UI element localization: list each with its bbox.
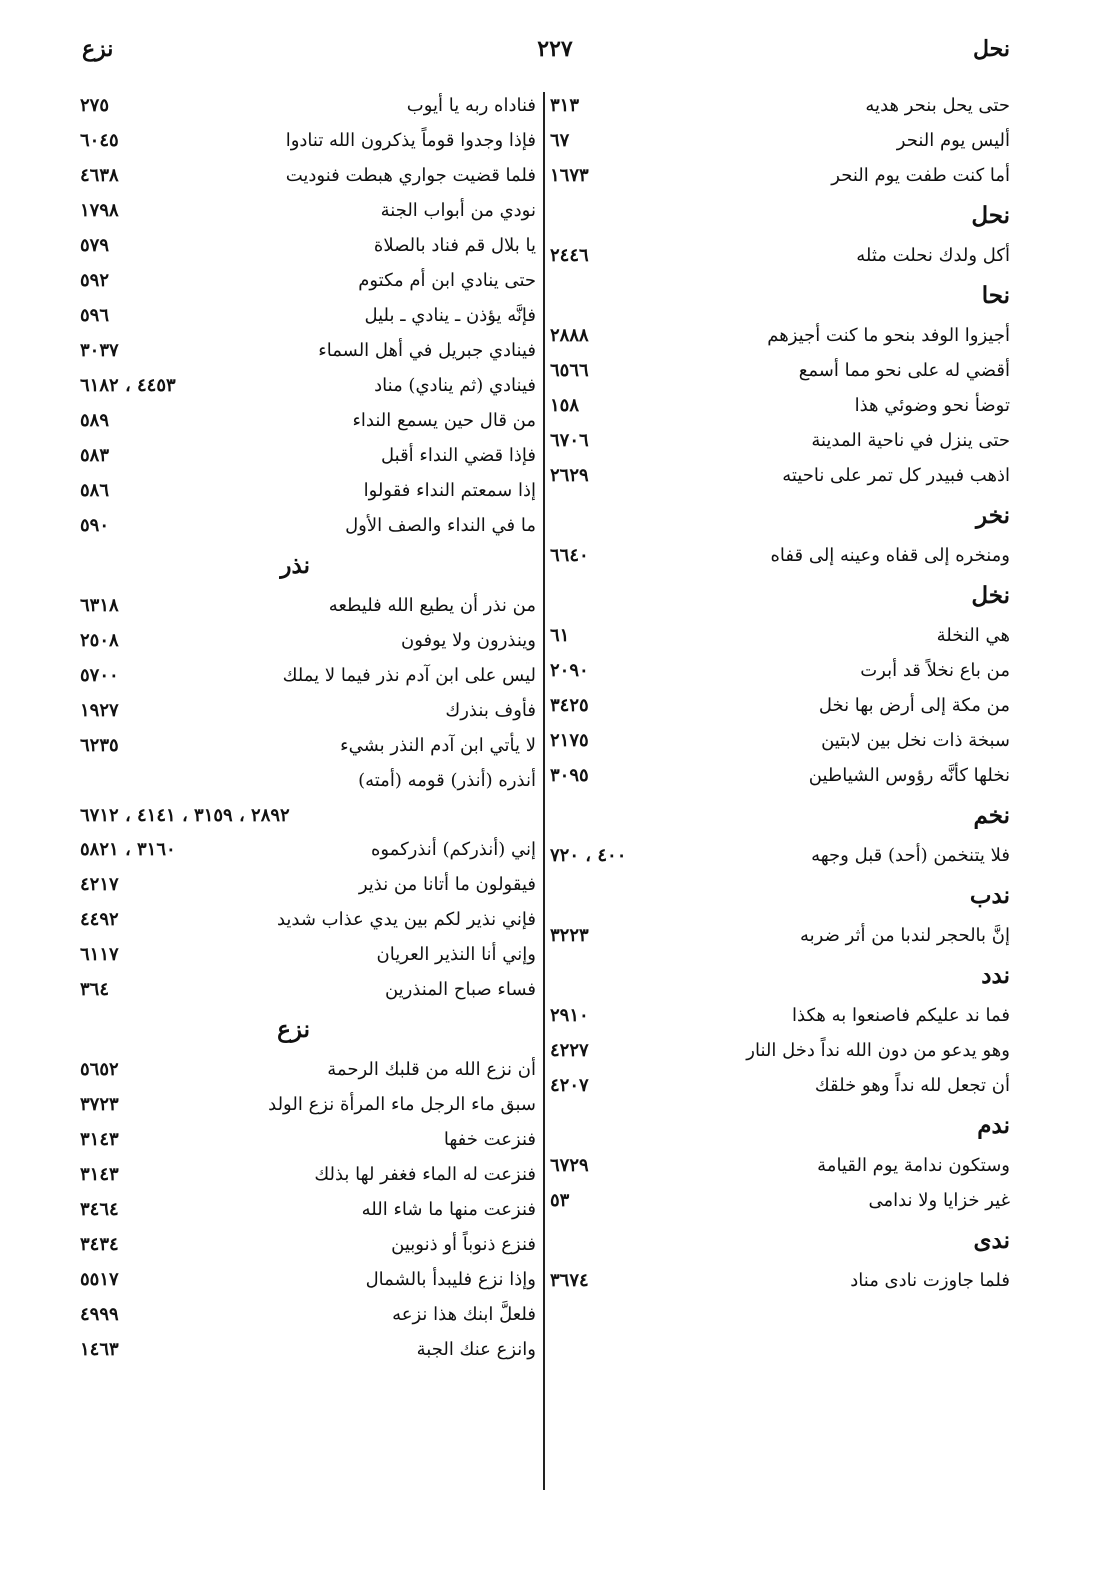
entry-text: فينادي جبريل في أهل السماء	[318, 340, 536, 361]
index-entry	[80, 263, 536, 298]
entry-text: وإذا نزع فليبدأ بالشمال	[365, 1269, 536, 1290]
entry-text: فأوف بنذرك	[445, 700, 536, 721]
hadith-reference: ٦٢٣٥	[80, 735, 119, 756]
hadith-reference: ٣٦٧٤	[550, 1270, 589, 1291]
index-entry	[550, 1183, 1010, 1218]
entry-text: وهو يدعو من دون الله نداً دخل النار	[746, 1040, 1010, 1061]
heading-word: نحا	[981, 282, 1010, 309]
left-column	[80, 88, 536, 1367]
index-entry	[80, 403, 536, 438]
entry-text: فلما جاوزت نادى مناد	[850, 1270, 1010, 1291]
hadith-reference: ٢٨٩٢ ، ٣١٥٩ ، ٤١٤١ ، ٦٧١٢	[80, 805, 290, 826]
entry-text: نودي من أبواب الجنة	[380, 200, 536, 221]
section-heading	[550, 493, 1010, 538]
entry-text: هي النخلة	[936, 625, 1010, 646]
entry-text: ما في النداء والصف الأول	[345, 515, 536, 536]
hadith-reference: ٣١٣	[550, 95, 580, 116]
index-entry	[80, 158, 536, 193]
entry-text: فنزعت منها ما شاء الله	[361, 1199, 536, 1220]
hadith-reference: ٥٧٠٠	[80, 665, 119, 686]
index-entry	[80, 867, 536, 902]
right-column	[550, 88, 1010, 1298]
index-entry	[80, 972, 536, 1007]
hadith-reference: ٢٥٠٨	[80, 630, 119, 651]
entry-text: نخلها كأنَّه رؤوس الشياطين	[808, 765, 1010, 786]
index-entry	[80, 228, 536, 263]
hadith-reference: ٤٤٥٣ ، ٦١٨٢	[80, 375, 176, 396]
entry-text: ومنخره إلى قفاه وعينه إلى قفاه	[770, 545, 1010, 566]
entry-text: أن نزع الله من قلبك الرحمة	[327, 1059, 536, 1080]
page-number: ٢٢٧	[537, 36, 573, 62]
entry-text: أكل ولدك نحلت مثله	[856, 245, 1010, 266]
entry-text: من نذر أن يطيع الله فليطعه	[328, 595, 536, 616]
section-heading	[550, 573, 1010, 618]
entry-text: وانزع عنك الجبة	[416, 1339, 536, 1360]
hadith-reference: ٢٩١٠	[550, 1005, 589, 1026]
index-entry	[550, 158, 1010, 193]
entry-text: فنزع ذنوباً أو ذنوبين	[391, 1234, 536, 1255]
hadith-reference: ٦٥٦٦	[550, 360, 589, 381]
hadith-reference: ٦٧٠٦	[550, 430, 589, 451]
hadith-reference: ٥٨٣	[80, 445, 110, 466]
index-entry	[550, 1148, 1010, 1183]
index-entry	[550, 388, 1010, 423]
entry-text: إني (أنذركم) أنذركموه	[370, 839, 536, 860]
entry-text: إنَّ بالحجر لندبا من أثر ضربه	[800, 925, 1010, 946]
index-entry	[550, 353, 1010, 388]
index-entry	[80, 123, 536, 158]
hadith-reference: ٦٦٤٠	[550, 545, 589, 566]
column-divider	[543, 92, 545, 1490]
entry-text: فإذا وجدوا قوماً يذكرون الله تنادوا	[285, 130, 536, 151]
entry-text: من باع نخلاً قد أبرت	[860, 660, 1010, 681]
entry-text: وستكون ندامة يوم القيامة	[817, 1155, 1010, 1176]
entry-text: فينادي (ثم ينادي) مناد	[374, 375, 536, 396]
entry-text: أقضي له على نحو مما أسمع	[798, 360, 1010, 381]
heading-word: نذر	[280, 552, 310, 579]
running-head-left: نزع	[82, 36, 114, 62]
index-entry	[80, 1262, 536, 1297]
index-entry	[550, 1033, 1010, 1068]
entry-text: فلما قضيت جواري هبطت فنوديت	[285, 165, 536, 186]
hadith-reference: ٢٧٥	[80, 95, 110, 116]
hadith-reference: ٦١	[550, 625, 570, 646]
hadith-reference: ٣١٦٠ ، ٥٨٢١	[80, 839, 176, 860]
hadith-reference: ٥٣	[550, 1190, 570, 1211]
hadith-reference: ١٦٧٣	[550, 165, 589, 186]
hadith-reference: ٣٢٢٣	[550, 925, 589, 946]
heading-word: نزع	[277, 1016, 310, 1043]
hadith-reference: ٣٧٢٣	[80, 1094, 119, 1115]
heading-word: نحل	[971, 202, 1010, 229]
hadith-reference: ٤٢٢٧	[550, 1040, 589, 1061]
hadith-reference: ٥٨٩	[80, 410, 110, 431]
heading-word: نخم	[973, 802, 1010, 829]
heading-word: ندب	[969, 882, 1010, 909]
entry-text: فنزعت خفها	[443, 1129, 536, 1150]
entry-text: فيقولون ما أتانا من نذير	[358, 874, 536, 895]
hadith-reference: ٢٦٢٩	[550, 465, 589, 486]
index-entry	[550, 653, 1010, 688]
section-heading	[550, 193, 1010, 238]
index-entry	[80, 1087, 536, 1122]
index-entry	[550, 838, 1010, 873]
hadith-reference: ٦٧٢٩	[550, 1155, 589, 1176]
entry-text: وإني أنا النذير العريان	[376, 944, 536, 965]
section-heading	[550, 953, 1010, 998]
index-entry	[80, 368, 536, 403]
entry-text: يا بلال قم فناد بالصلاة	[373, 235, 536, 256]
hadith-reference: ٣٠٩٥	[550, 765, 589, 786]
entry-text: غير خزايا ولا ندامى	[868, 1190, 1010, 1211]
entry-text: أجيزوا الوفد بنحو ما كنت أجيزهم	[767, 325, 1010, 346]
hadith-reference: ٢١٧٥	[550, 730, 589, 751]
index-entry	[80, 658, 536, 693]
index-entry	[550, 538, 1010, 573]
entry-text: فساء صباح المنذرين	[384, 979, 536, 1000]
hadith-reference: ٦٧	[550, 130, 570, 151]
index-entry	[80, 623, 536, 658]
index-entry	[80, 832, 536, 867]
hadith-reference: ٣٤٣٤	[80, 1234, 119, 1255]
index-entry	[80, 798, 536, 832]
entry-text: من قال حين يسمع النداء	[352, 410, 536, 431]
hadith-reference: ٤٩٩٩	[80, 1304, 119, 1325]
entry-text: حتى ينزل في ناحية المدينة	[811, 430, 1010, 451]
hadith-reference: ٣٠٣٧	[80, 340, 119, 361]
running-head-right: نحل	[973, 36, 1010, 62]
hadith-reference: ٢٨٨٨	[550, 325, 589, 346]
index-entry	[550, 1068, 1010, 1103]
heading-word: ندى	[973, 1227, 1010, 1254]
index-entry	[80, 1192, 536, 1227]
index-entry	[80, 728, 536, 763]
index-entry	[80, 1297, 536, 1332]
hadith-reference: ١٩٢٧	[80, 700, 119, 721]
section-heading	[550, 1103, 1010, 1148]
section-heading	[550, 273, 1010, 318]
index-entry	[80, 88, 536, 123]
hadith-reference: ٥٧٩	[80, 235, 110, 256]
hadith-reference: ٥٨٦	[80, 480, 110, 501]
heading-word: ندد	[981, 962, 1010, 989]
index-entry	[550, 423, 1010, 458]
hadith-reference: ٤٤٩٢	[80, 909, 119, 930]
index-entry	[80, 937, 536, 972]
hadith-reference: ٤٢١٧	[80, 874, 119, 895]
index-entry	[80, 1122, 536, 1157]
index-entry	[550, 123, 1010, 158]
index-entry	[80, 763, 536, 798]
index-entry	[80, 1052, 536, 1087]
entry-text: أنذره (أنذر) قومه (أمته)	[358, 770, 536, 791]
entry-text: حتى ينادي ابن أم مكتوم	[358, 270, 536, 291]
hadith-reference: ٤٠٠ ، ٧٢٠	[550, 845, 627, 866]
index-entry	[80, 693, 536, 728]
section-heading	[550, 793, 1010, 838]
index-entry	[550, 998, 1010, 1033]
hadith-reference: ١٥٨	[550, 395, 580, 416]
index-entry	[550, 238, 1010, 273]
index-entry	[80, 508, 536, 543]
hadith-reference: ٣٤٢٥	[550, 695, 589, 716]
entry-text: وينذرون ولا يوفون	[400, 630, 536, 651]
entry-text: أن تجعل لله نداً وهو خلقك	[814, 1075, 1010, 1096]
index-entry	[550, 758, 1010, 793]
heading-word: ندم	[977, 1112, 1010, 1139]
index-entry	[80, 333, 536, 368]
entry-text: فلعلَّ ابنك هذا نزعه	[392, 1304, 536, 1325]
index-entry	[80, 298, 536, 333]
hadith-reference: ١٤٦٣	[80, 1339, 119, 1360]
hadith-reference: ١٧٩٨	[80, 200, 119, 221]
index-entry	[550, 723, 1010, 758]
hadith-reference: ٥٦٥٢	[80, 1059, 119, 1080]
index-entry	[80, 588, 536, 623]
hadith-reference: ٢٠٩٠	[550, 660, 589, 681]
hadith-reference: ٤٦٣٨	[80, 165, 119, 186]
index-entry	[550, 458, 1010, 493]
index-entry	[80, 1157, 536, 1192]
entry-text: سبخة ذات نخل بين لابتين	[821, 730, 1010, 751]
index-entry	[80, 473, 536, 508]
index-entry	[80, 438, 536, 473]
entry-text: فما ند عليكم فاصنعوا به هكذا	[792, 1005, 1010, 1026]
heading-word: نخل	[971, 582, 1010, 609]
hadith-reference: ٣١٤٣	[80, 1164, 119, 1185]
entry-text: أليس يوم النحر	[896, 130, 1010, 151]
entry-text: فإنَّه يؤذن ـ ينادي ـ بليل	[364, 305, 536, 326]
entry-text: فإني نذير لكم بين يدي عذاب شديد	[276, 909, 536, 930]
hadith-reference: ٥٩٠	[80, 515, 110, 536]
entry-text: ليس على ابن آدم نذر فيما لا يملك	[282, 665, 536, 686]
index-entry	[550, 688, 1010, 723]
hadith-reference: ٤٢٠٧	[550, 1075, 589, 1096]
index-entry	[550, 618, 1010, 653]
entry-text: من مكة إلى أرض بها نخل	[818, 695, 1010, 716]
section-heading	[550, 873, 1010, 918]
section-heading	[550, 1218, 1010, 1263]
hadith-reference: ٣٤٦٤	[80, 1199, 119, 1220]
entry-text: فإذا قضي النداء أقبل	[381, 445, 536, 466]
hadith-reference: ٥٥١٧	[80, 1269, 119, 1290]
entry-text: اذهب فبيدر كل تمر على ناحيته	[782, 465, 1010, 486]
hadith-reference: ٦٣١٨	[80, 595, 119, 616]
entry-text: سبق ماء الرجل ماء المرأة نزع الولد	[268, 1094, 536, 1115]
entry-text: لا يأتي ابن آدم النذر بشيء	[340, 735, 536, 756]
section-heading	[80, 1007, 536, 1052]
hadith-reference: ٥٩٢	[80, 270, 110, 291]
index-entry	[550, 918, 1010, 953]
entry-text: فلا يتنخمن (أحد) قبل وجهه	[811, 845, 1010, 866]
entry-text: إذا سمعتم النداء فقولوا	[363, 480, 536, 501]
hadith-reference: ٦٠٤٥	[80, 130, 119, 151]
index-entry	[550, 88, 1010, 123]
heading-word: نخر	[976, 502, 1010, 529]
index-entry	[80, 1227, 536, 1262]
entry-text: فناداه ربه يا أيوب	[406, 95, 536, 116]
entry-text: فنزعت له الماء فغفر لها بذلك	[314, 1164, 536, 1185]
index-entry	[80, 902, 536, 937]
hadith-reference: ٣٦٤	[80, 979, 110, 1000]
hadith-reference: ٥٩٦	[80, 305, 110, 326]
index-entry	[80, 193, 536, 228]
entry-text: توضأ نحو وضوئي هذا	[854, 395, 1010, 416]
entry-text: أما كنت طفت يوم النحر	[831, 165, 1010, 186]
index-entry	[550, 318, 1010, 353]
index-entry	[550, 1263, 1010, 1298]
section-heading	[80, 543, 536, 588]
entry-text: حتى يحل بنحر هديه	[865, 95, 1010, 116]
hadith-reference: ٦١١٧	[80, 944, 119, 965]
index-entry	[80, 1332, 536, 1367]
hadith-reference: ٢٤٤٦	[550, 245, 589, 266]
hadith-reference: ٣١٤٣	[80, 1129, 119, 1150]
